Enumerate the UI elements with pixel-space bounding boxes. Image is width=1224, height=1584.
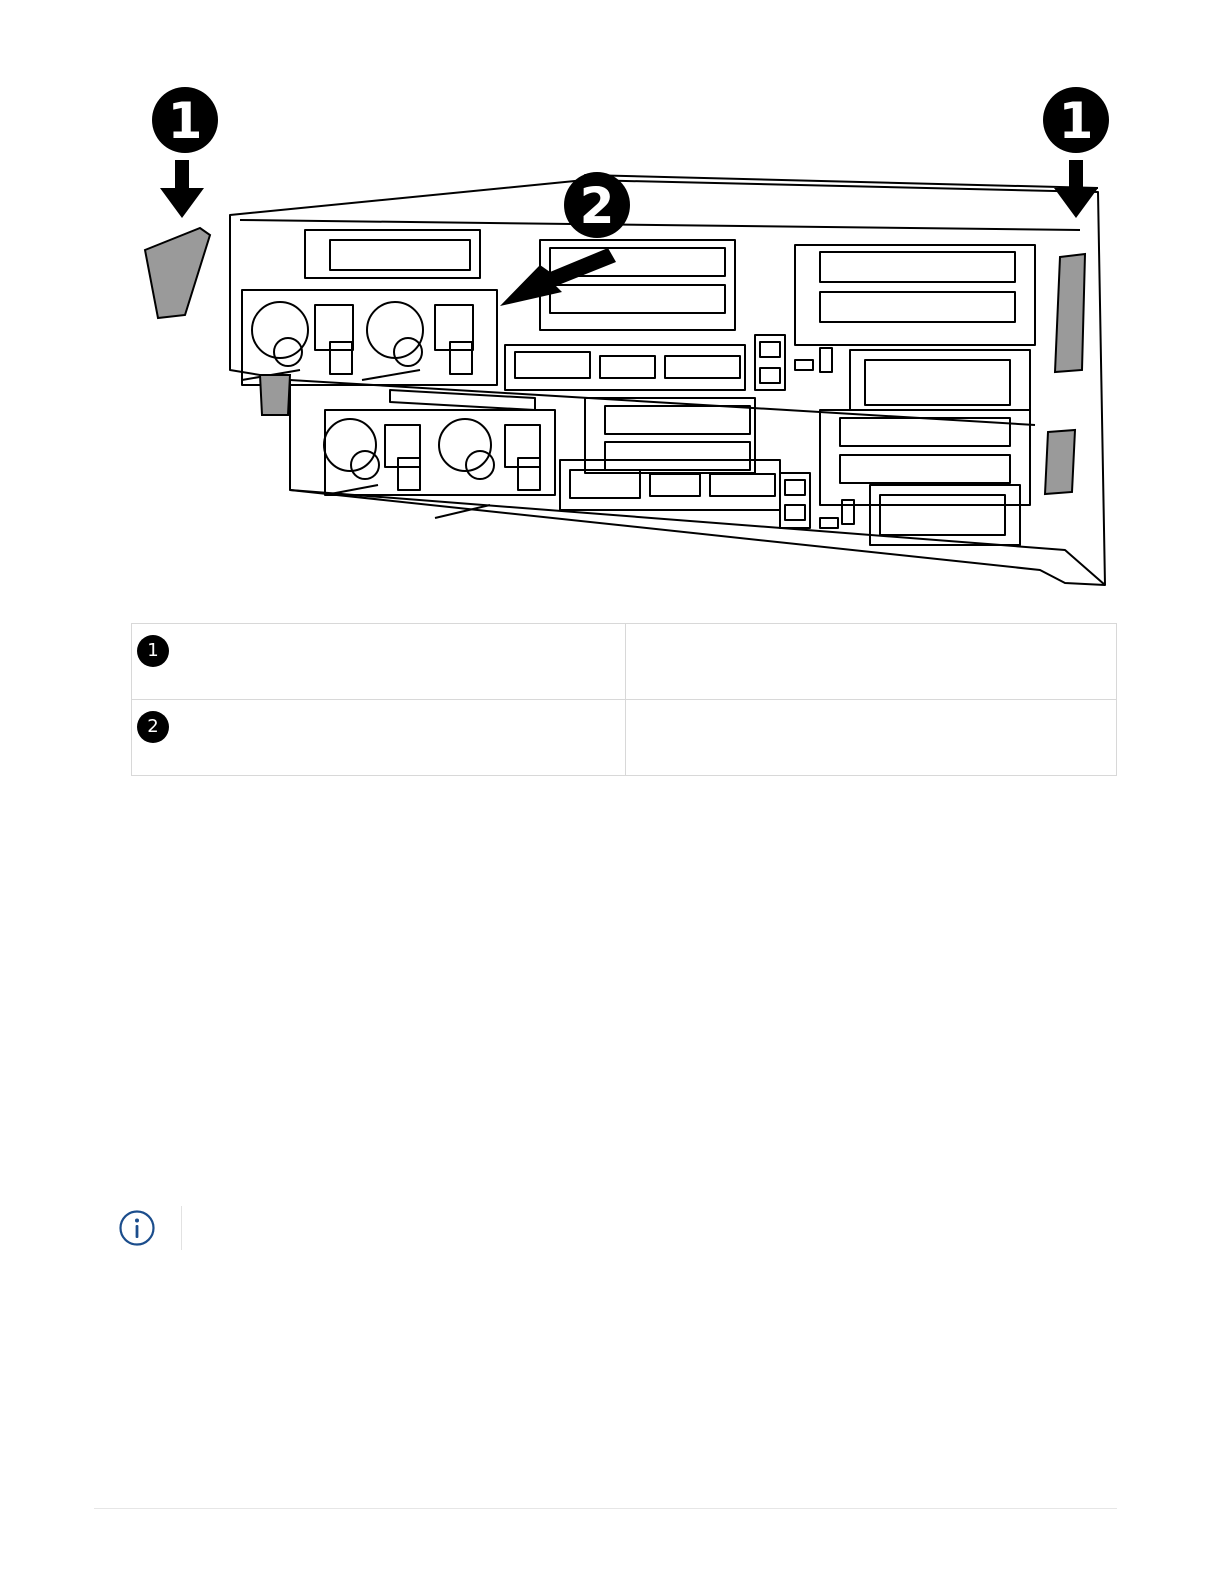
info-note — [117, 1206, 1117, 1250]
controller-removal-illustration — [130, 80, 1120, 600]
legend-number-cell — [132, 700, 626, 776]
table-row — [132, 700, 1117, 776]
callout-badge-1: 1 — [137, 635, 169, 667]
callout-1-left — [152, 87, 218, 153]
callout-badge-2: 2 — [137, 711, 169, 743]
info-circle-icon — [119, 1210, 155, 1246]
legend-description — [626, 700, 1116, 714]
note-divider — [181, 1206, 182, 1250]
callout-1-right — [1043, 87, 1109, 153]
callout-2 — [564, 172, 630, 238]
legend-description-cell — [626, 624, 1117, 700]
footer-divider — [94, 1508, 1117, 1509]
callout-label: 1 — [167, 92, 203, 150]
callout-label: 2 — [579, 177, 615, 235]
legend-description-cell — [626, 700, 1117, 776]
legend-number-cell — [132, 624, 626, 700]
callout-legend-table — [131, 623, 1117, 776]
table-row — [132, 624, 1117, 700]
callout-label: 1 — [1058, 92, 1094, 150]
legend-description — [626, 624, 1116, 638]
